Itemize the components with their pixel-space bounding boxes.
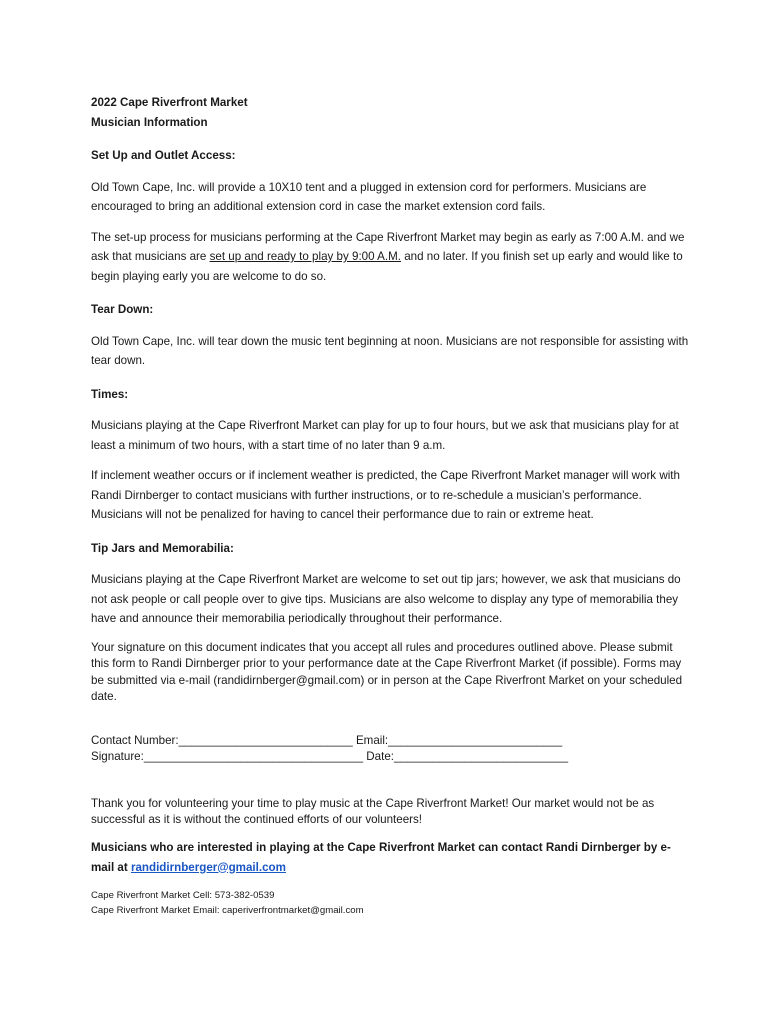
setup-heading: Set Up and Outlet Access: [91, 149, 236, 162]
tips-heading: Tip Jars and Memorabilia: [91, 541, 234, 555]
document-page [91, 93, 691, 919]
document-title: 2022 Cape Riverfront Market [91, 96, 248, 109]
signature-paragraph: Your signature on this document indicates that you accept all rules and procedures outlined above. Please submit this form to Randi Dirnberger prior to your performance date at the Cape Riverfront Market (if possible). Forms may be submitted via e-mail (randidirnberger@gmail.com) or in person at the Cape Riverfront Market on your scheduled date. [91, 640, 683, 703]
document-header [91, 93, 691, 132]
setup-paragraph-1: Old Town Cape, Inc. will provide a 10X10 tent and a plugged in extension cord for performers. Musicians are encouraged to bring an additional extension cord in case the market extension cord fails. [91, 180, 647, 213]
document-subtitle: Musician Information [91, 115, 208, 129]
contact-email-link[interactable]: randidirnberger@gmail.com [130, 860, 286, 874]
setup-text-before: The set-up process for musicians performing at the Cape Riverfront Market may begin as early as 7:00 A.M. and we ask that musicians are [91, 230, 685, 263]
contact-email-line[interactable]: Contact Number:___________________________ Email:___________________________ [91, 733, 563, 747]
signature-form [91, 733, 691, 766]
teardown-heading: Tear Down: [91, 303, 154, 316]
times-paragraph-1: Musicians playing at the Cape Riverfront Market can play for up to four hours, but we ask that musicians play for at least a minimum of two hours, with a start time of no later than 9 a.m. [91, 419, 679, 452]
footer-email: Cape Riverfront Market Email: caperiverfrontmarket@gmail.com [91, 905, 364, 916]
thank-you-paragraph: Thank you for volunteering your time to play music at the Cape Riverfront Market! Our market would not be as successful as it is without the continued efforts of our volunteers! [91, 796, 655, 826]
setup-deadline-underlined: set up and ready to play by 9:00 A.M. [209, 250, 401, 263]
footer-cell: Cape Riverfront Market Cell: 573-382-0539 [91, 889, 275, 901]
teardown-paragraph: Old Town Cape, Inc. will tear down the music tent beginning at noon. Musicians are not responsible for assisting with tear down. [91, 334, 689, 367]
footer [91, 888, 691, 919]
contact-note-text: Musicians who are interested in playing at the Cape Riverfront Market can contact Randi Dirnberger by e-mail at [91, 840, 671, 874]
tips-paragraph: Musicians playing at the Cape Riverfront Market are welcome to set out tip jars; however, we ask that musicians do not ask people or call people over to give tips. Musicians are also welcome to display any type of memorabilia they have and announce their memorabilia periodically throughout their performance. [91, 573, 681, 625]
setup-text-after: and no later. If you finish set up early and would like to begin playing early you are welcome to do so. [91, 250, 683, 283]
times-paragraph-2: If inclement weather occurs or if inclement weather is predicted, the Cape Riverfront Market manager will work with Randi Dirnberger to contact musicians with further instructions, or to re-schedule a musician’s performance. Musicians will not be penalized for having to cancel their performance due to rain or extreme heat. [91, 469, 680, 521]
times-heading: Times: [91, 387, 129, 401]
contact-note [91, 838, 691, 878]
setup-paragraph-2 [91, 228, 691, 287]
signature-date-line[interactable]: Signature:__________________________________ Date:___________________________ [91, 750, 569, 763]
